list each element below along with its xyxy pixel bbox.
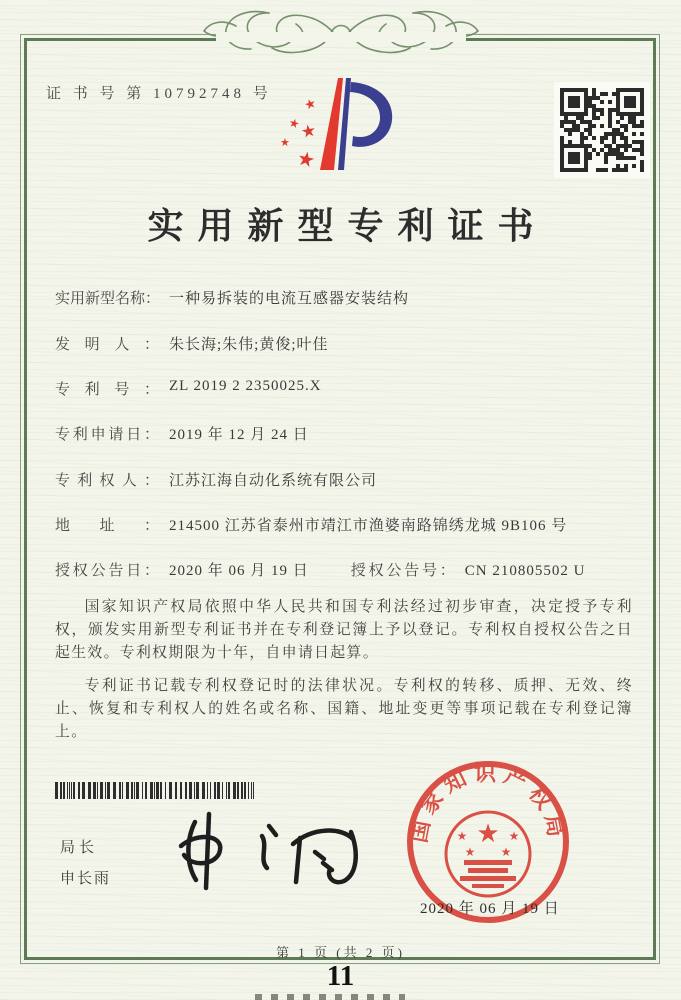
svg-text:★: ★ [294, 147, 318, 173]
field-value: CN 210805502 U [464, 563, 586, 579]
svg-text:★: ★ [508, 829, 520, 843]
svg-text:★: ★ [302, 94, 319, 113]
field-value: 朱长海;朱伟;黄俊;叶佳 [169, 337, 329, 353]
field-value: 一种易拆装的电流互感器安装结构 [169, 291, 410, 307]
qr-code-icon [554, 82, 650, 178]
field-filing-date [55, 423, 309, 444]
svg-text:★: ★ [287, 115, 302, 132]
cnipa-logo-icon [272, 70, 402, 185]
svg-text:★: ★ [299, 120, 318, 142]
field-label: 专利号： [55, 382, 159, 398]
field-patentee [55, 469, 377, 490]
field-value: ZL 2019 2 2350025.X [169, 378, 322, 394]
field-label: 地址： [55, 518, 159, 534]
certificate-number: 证 书 号 第 10792748 号 [46, 86, 272, 102]
ornament-background-patch [216, 32, 466, 42]
svg-text:★: ★ [500, 845, 512, 859]
commissioner-name: 申长雨 [60, 871, 112, 887]
commissioner-title: 局长 [60, 840, 99, 856]
barcode [55, 782, 257, 799]
field-label: 授权公告号： [350, 563, 455, 579]
page-number-info: 第 1 页 (共 2 页) [276, 945, 405, 960]
certificate-title: 实用新型专利证书 [147, 206, 548, 246]
field-inventors [55, 333, 329, 354]
svg-text:★: ★ [476, 819, 500, 848]
field-value: 2019 年 12 月 24 日 [169, 427, 309, 443]
field-value: 2020 年 06 月 19 日 [169, 563, 309, 579]
commissioner-signature-icon [165, 808, 365, 898]
top-flourish-ornament [176, 6, 506, 62]
scan-bottom-mark: 11 [326, 960, 355, 992]
field-value: 214500 江苏省泰州市靖江市渔婆南路锦绣龙城 9B106 号 [169, 518, 568, 534]
field-address [55, 514, 567, 535]
cutoff-text-fragment [255, 994, 405, 1000]
field-label: 授权公告日： [55, 563, 159, 579]
svg-text:★: ★ [456, 829, 468, 843]
field-label: 专利权人： [55, 473, 159, 489]
field-label: 实用新型名称： [55, 291, 161, 307]
national-emblem-icon [446, 812, 530, 896]
field-label: 发明人： [55, 337, 159, 353]
legal-paragraph-1: 国家知识产权局依照中华人民共和国专利法经过初步审查，决定授予专利权，颁发实用新型专利证书并在专利登记簿上予以登记。专利权自授权公告之日起生效。专利权期限为十年，自申请日起算。 [55, 599, 633, 661]
seal-text: 国家知识产权局 [405, 760, 571, 845]
field-utility-model-name [55, 287, 409, 308]
field-label: 专利申请日： [55, 427, 159, 443]
svg-text:★: ★ [280, 137, 290, 149]
grant-stamp-date: 2020 年 06 月 19 日 [420, 901, 560, 917]
svg-text:★: ★ [464, 845, 476, 859]
legal-text-block [55, 596, 633, 754]
legal-paragraph-2: 专利证书记载专利权登记时的法律状况。专利权的转移、质押、无效、终止、恢复和专利权人的姓名或名称、国籍、地址变更等事项记载在专利登记簿上。 [55, 678, 633, 740]
field-patent-number [55, 378, 322, 399]
field-grant-date-and-number [55, 559, 585, 580]
field-value: 江苏江海自动化系统有限公司 [169, 473, 378, 489]
